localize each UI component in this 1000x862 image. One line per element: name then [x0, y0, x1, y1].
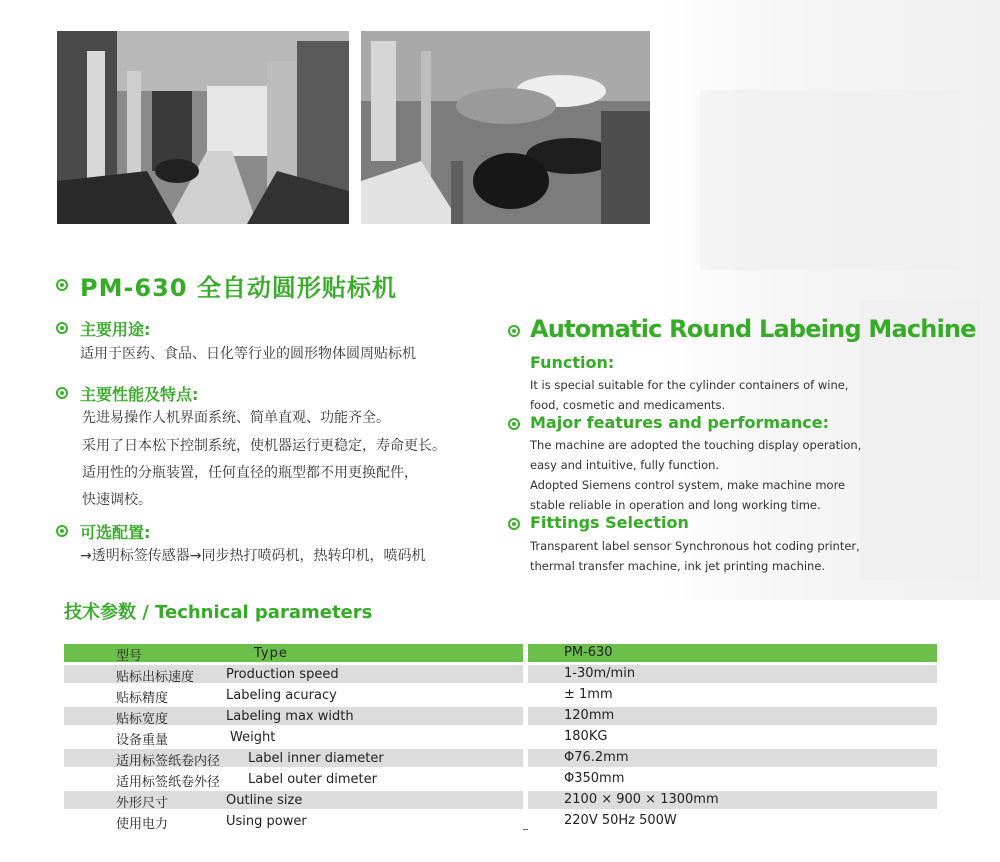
function-line: food, cosmetic and medicaments.	[530, 398, 726, 412]
spec-label-cn: 型号	[116, 649, 143, 664]
bullet-icon	[508, 325, 520, 337]
bullet-icon	[56, 525, 68, 537]
options-line: →透明标签传感器→同步热打喷码机，热转印机，喷码机	[80, 548, 426, 564]
major-features-line: Adopted Siemens control system, make machine more	[530, 478, 846, 492]
table-row	[64, 749, 937, 770]
table-row	[64, 728, 937, 749]
spec-label-en: Production speed	[226, 667, 339, 682]
section-heading-major-features: Major features and performance:	[530, 413, 829, 432]
spec-label-en: Labeling acuracy	[226, 688, 337, 703]
spec-label-cn: 贴标出标速度	[116, 670, 195, 685]
section-heading-fittings: Fittings Selection	[530, 513, 689, 532]
spec-label-cn: 外形尺寸	[116, 796, 169, 811]
machine-photo-right	[361, 31, 650, 224]
feature-line: 先进易操作人机界面系统、简单直观、功能齐全。	[82, 410, 390, 426]
table-row	[64, 644, 937, 665]
tech-params-title: 技术参数 / Technical parameters	[64, 602, 373, 623]
bullet-icon	[56, 387, 68, 399]
fittings-line: Transparent label sensor Synchronous hot coding printer,	[530, 539, 860, 553]
usage-line: 适用于医药、食品、日化等行业的圆形物体圆周贴标机	[80, 346, 416, 362]
table-row	[64, 707, 937, 728]
spec-label-en: Type	[254, 646, 288, 661]
spec-label-cn: 贴标精度	[116, 691, 169, 706]
feature-line: 快速调校。	[82, 492, 152, 508]
bullet-icon	[508, 518, 520, 530]
spec-label-cn: 设备重量	[116, 733, 169, 748]
bullet-icon	[56, 279, 68, 291]
major-features-line: The machine are adopted the touching display operation,	[530, 438, 862, 452]
section-heading-usage: 主要用途:	[80, 320, 151, 339]
table-row	[64, 686, 937, 707]
section-heading-function: Function:	[530, 353, 615, 372]
background-shape	[700, 90, 960, 270]
spec-value: Φ350mm	[564, 771, 625, 786]
spec-value: ± 1mm	[564, 687, 613, 702]
bullet-icon	[56, 322, 68, 334]
spec-value: 180KG	[564, 729, 608, 744]
spec-label-cn: 适用标签纸卷外径	[116, 775, 221, 790]
spec-value: 2100 × 900 × 1300mm	[564, 792, 719, 807]
spec-label-en: Label outer dimeter	[248, 772, 377, 787]
spec-table	[64, 644, 937, 830]
spec-label-cn: 贴标宽度	[116, 712, 169, 727]
spec-label-cn: 使用电力	[116, 817, 169, 832]
fittings-line: thermal transfer machine, ink jet printing machine.	[530, 559, 826, 573]
spec-value: 1-30m/min	[564, 666, 636, 681]
section-heading-features: 主要性能及特点:	[80, 385, 199, 404]
major-features-line: easy and intuitive, fully function.	[530, 458, 720, 472]
spec-label-en: Weight	[230, 730, 276, 745]
table-row	[64, 812, 937, 833]
spec-label-cn: 适用标签纸卷内径	[116, 754, 221, 769]
table-row	[64, 791, 937, 812]
feature-line: 采用了日本松下控制系统，使机器运行更稳定，寿命更长。	[82, 438, 446, 454]
spec-label-en: Label inner diameter	[248, 751, 384, 766]
spec-label-en: Labeling max width	[226, 709, 354, 724]
spec-value: 120mm	[564, 708, 615, 723]
bullet-icon	[508, 418, 520, 430]
table-row	[64, 770, 937, 791]
spec-label-en: Using power	[226, 814, 307, 829]
spec-value: Φ76.2mm	[564, 750, 629, 765]
section-heading-options: 可选配置:	[80, 523, 151, 542]
function-line: It is special suitable for the cylinder containers of wine,	[530, 378, 849, 392]
machine-photo-left	[57, 31, 349, 224]
major-features-line: stable reliable in operation and long working time.	[530, 498, 821, 512]
title-cn: PM-630 全自动圆形贴标机	[80, 274, 397, 302]
feature-line: 适用性的分瓶装置，任何直径的瓶型都不用更换配件，	[82, 465, 418, 481]
table-row	[64, 665, 937, 686]
spec-value: 220V 50Hz 500W	[564, 813, 677, 828]
spec-label-en: Outline size	[226, 793, 303, 808]
title-en: Automatic Round Labeing Machine	[530, 315, 976, 343]
spec-value: PM-630	[564, 645, 613, 660]
